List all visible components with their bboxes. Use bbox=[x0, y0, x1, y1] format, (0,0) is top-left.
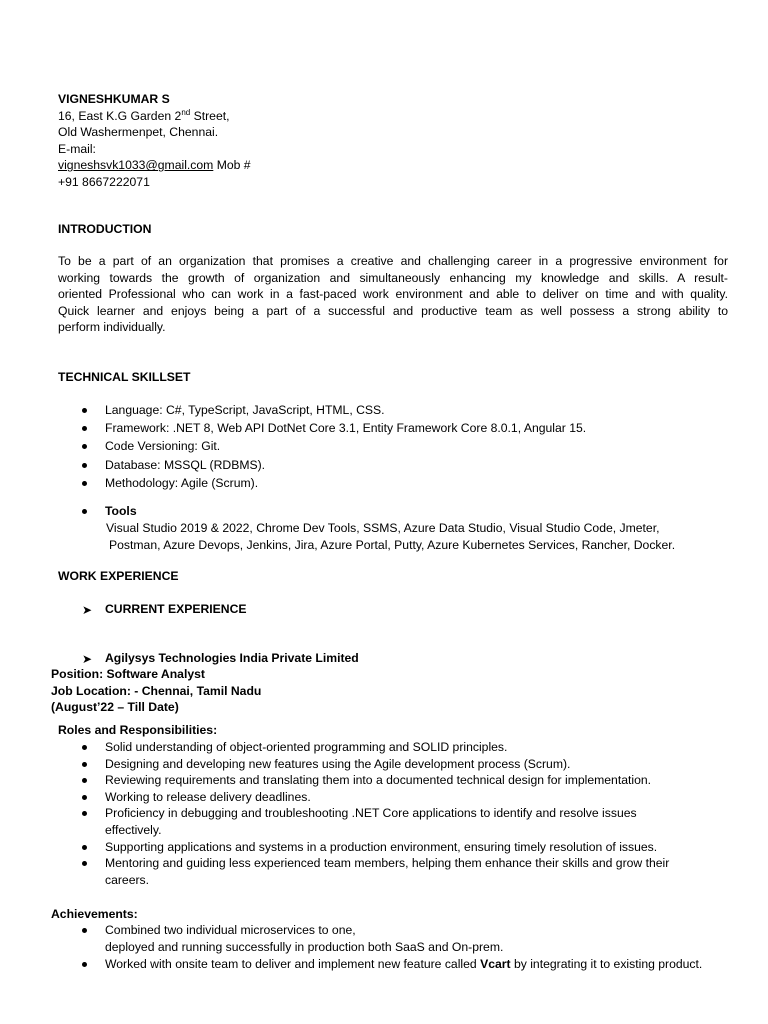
introduction-paragraph bbox=[58, 253, 728, 336]
intro-line: perform individually. bbox=[58, 320, 166, 335]
company-item bbox=[58, 650, 768, 667]
roles-list bbox=[58, 739, 718, 888]
skill-item: Framework: .NET 8, Web API DotNet Core 3.1, Entity Framework Core 8.0.1, Angular 15. bbox=[58, 420, 728, 437]
tools-line-1: Visual Studio 2019 & 2022, Chrome Dev Tools, SSMS, Azure Data Studio, Visual Studio Code, Jmeter, bbox=[106, 520, 660, 535]
contact-block bbox=[58, 91, 728, 191]
role-item: Designing and developing new features using the Agile development process (Scrum). bbox=[58, 756, 718, 773]
achievement-text-suffix: by integrating it to existing product. bbox=[510, 957, 703, 972]
company-name: Agilysys Technologies India Private Limited bbox=[105, 650, 359, 665]
job-position: Position: Software Analyst bbox=[51, 667, 205, 681]
introduction-heading: INTRODUCTION bbox=[58, 222, 152, 236]
current-experience-label: CURRENT EXPERIENCE bbox=[105, 602, 247, 616]
arrow-bullet-icon: ➤ bbox=[82, 603, 93, 617]
role-item: Working to release delivery deadlines. bbox=[58, 789, 718, 806]
role-item: Supporting applications and systems in a production environment, ensuring timely resolution of issues. bbox=[58, 839, 718, 856]
skills-heading: TECHNICAL SKILLSET bbox=[58, 370, 191, 384]
achievements-list bbox=[58, 922, 718, 973]
arrow-bullet-icon: ➤ bbox=[82, 651, 93, 666]
role-item: Proficiency in debugging and troubleshooting .NET Core applications to identify and resolve issues effectively. bbox=[58, 805, 718, 838]
roles-block bbox=[58, 739, 718, 888]
achievement-item bbox=[58, 956, 718, 973]
current-experience-item bbox=[58, 601, 768, 618]
intro-line: Quick learner and enjoys being a part of a successful and productive team as well possess a strong ability to bbox=[58, 303, 728, 318]
skill-item: Methodology: Agile (Scrum). bbox=[58, 475, 728, 492]
experience-heading: WORK EXPERIENCE bbox=[58, 569, 179, 583]
intro-line: working towards the growth of organization and simultaneously enhancing my knowledge and skills. A result- bbox=[58, 270, 728, 285]
address-line-2: Old Washermenpet, Chennai. bbox=[58, 125, 219, 140]
candidate-name: VIGNESHKUMAR S bbox=[58, 92, 170, 106]
achievement-item bbox=[58, 922, 718, 955]
job-location: Job Location: - Chennai, Tamil Nadu bbox=[51, 683, 262, 698]
email-label: E-mail: bbox=[58, 141, 96, 156]
phone-number: +91 8667222071 bbox=[58, 174, 150, 189]
achievement-line: deployed and running successfully in production both SaaS and On-prem. bbox=[105, 939, 504, 954]
roles-heading: Roles and Responsibilities: bbox=[58, 723, 218, 737]
role-item: Mentoring and guiding less experienced team members, helping them enhance their skills and grow their careers. bbox=[58, 855, 718, 888]
achievements-heading: Achievements: bbox=[51, 907, 138, 921]
tools-block bbox=[58, 503, 728, 554]
address-street: 16, East K.G Garden 2 bbox=[58, 108, 182, 123]
tools-label: Tools bbox=[58, 503, 728, 520]
address-superscript: nd bbox=[181, 107, 191, 117]
skill-item: Language: C#, TypeScript, JavaScript, HTML, CSS. bbox=[58, 402, 728, 419]
achievements-block bbox=[58, 922, 718, 973]
role-item: Solid understanding of object-oriented programming and SOLID principles. bbox=[58, 739, 718, 756]
intro-line: oriented Professional who can work in a fast-paced work environment and able to deliver on time and with quality. bbox=[58, 287, 728, 302]
tools-line-2: Postman, Azure Devops, Jenkins, Jira, Azure Portal, Putty, Azure Kubernetes Services, Rancher, Docker. bbox=[109, 538, 676, 553]
job-period: (August’22 – Till Date) bbox=[51, 700, 179, 715]
skills-list-block bbox=[58, 402, 728, 491]
achievement-text: Worked with onsite team to deliver and implement new feature called bbox=[105, 957, 481, 972]
job-details bbox=[51, 666, 721, 716]
skill-item: Code Versioning: Git. bbox=[58, 438, 728, 455]
address-street-suffix: Street, bbox=[190, 108, 230, 123]
skill-item: Database: MSSQL (RDBMS). bbox=[58, 457, 728, 474]
achievement-line: Combined two individual microservices to one, bbox=[105, 923, 356, 937]
email-line bbox=[58, 157, 728, 174]
intro-line: To be a part of an organization that promises a creative and challenging career in a progressive environment for bbox=[58, 254, 728, 268]
email-link[interactable]: vigneshsvk1033@gmail.com bbox=[58, 158, 214, 173]
achievement-feature-name: Vcart bbox=[480, 957, 511, 972]
role-item: Reviewing requirements and translating them into a documented technical design for implementation. bbox=[58, 772, 718, 789]
tools-list bbox=[58, 503, 728, 520]
mob-label: Mob # bbox=[213, 158, 251, 173]
address-line-1 bbox=[58, 108, 728, 125]
skills-list bbox=[58, 402, 728, 491]
